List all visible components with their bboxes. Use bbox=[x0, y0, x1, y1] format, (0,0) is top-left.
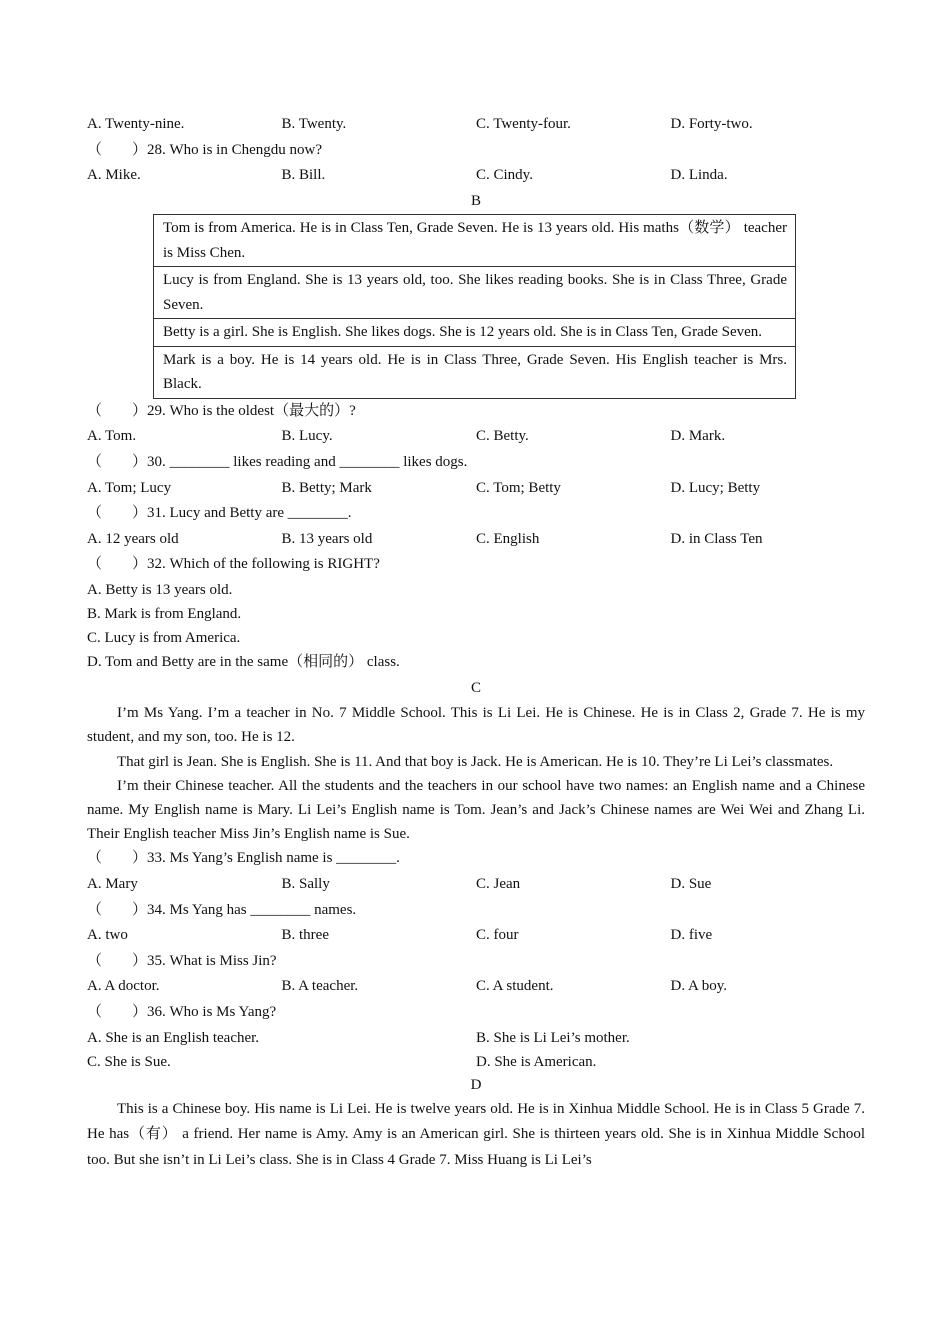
q36-options-row-2 bbox=[87, 1050, 865, 1074]
q36-options-row-1 bbox=[87, 1026, 865, 1050]
passage-lucy: Lucy is from England. She is 13 years old, too. She likes reading books. She is in Class Three, Grade Seven. bbox=[154, 267, 796, 319]
q28-option-a[interactable]: A. Mike. bbox=[87, 167, 141, 184]
passage-tom: Tom is from America. He is in Class Ten, Grade Seven. He is 13 years old. His maths（数学） teacher is Miss Chen. bbox=[154, 215, 796, 267]
q34-options bbox=[87, 923, 865, 949]
q35-option-b[interactable]: B. A teacher. bbox=[281, 978, 359, 995]
q28-options bbox=[87, 163, 865, 189]
section-b-passage-table bbox=[153, 214, 796, 399]
section-c-paragraph-3: I’m their Chinese teacher. All the students and the teachers in our school have two names: an English name and a Chinese name. My English name is Mary. Li Lei’s English name is Tom. Jean’s and Jack’s Chinese names are Wei Wei and Zhang Li. Their English teacher Miss Jin’s English name is Sue. bbox=[87, 777, 865, 843]
q30-stem: （ ）30. ________ likes reading and ________ likes dogs. bbox=[87, 454, 468, 471]
q36-option-c[interactable]: C. She is Sue. bbox=[87, 1053, 171, 1070]
q33-option-c[interactable]: C. Jean bbox=[476, 876, 521, 893]
q30-option-a[interactable]: A. Tom; Lucy bbox=[87, 479, 172, 496]
section-b-title: B bbox=[470, 192, 481, 209]
q36-option-a[interactable]: A. She is an English teacher. bbox=[87, 1029, 260, 1046]
q35-option-c[interactable]: C. A student. bbox=[476, 978, 554, 995]
q34-option-a[interactable]: A. two bbox=[87, 927, 128, 944]
q32-option-a[interactable]: A. Betty is 13 years old. bbox=[87, 582, 233, 599]
q29-option-b[interactable]: B. Lucy. bbox=[281, 428, 333, 445]
q29-option-c[interactable]: C. Betty. bbox=[476, 428, 529, 445]
passage-mark: Mark is a boy. He is 14 years old. He is in Class Three, Grade Seven. His English teacher is Mrs. Black. bbox=[154, 346, 796, 398]
q27-option-d[interactable]: D. Forty-two. bbox=[670, 116, 753, 132]
q33-option-d[interactable]: D. Sue bbox=[670, 876, 712, 893]
q29-options bbox=[87, 424, 865, 450]
q33-option-b[interactable]: B. Sally bbox=[281, 876, 330, 893]
q36-option-b[interactable]: B. She is Li Lei’s mother. bbox=[476, 1029, 630, 1046]
q31-option-d[interactable]: D. in Class Ten bbox=[670, 530, 763, 547]
q35-stem: （ ）35. What is Miss Jin? bbox=[87, 952, 277, 969]
q31-option-b[interactable]: B. 13 years old bbox=[281, 530, 373, 547]
q35-option-d[interactable]: D. A boy. bbox=[670, 978, 728, 995]
section-d-title: D bbox=[470, 1076, 482, 1093]
q28-stem: （ ）28. Who is in Chengdu now? bbox=[87, 141, 322, 158]
q28-option-b[interactable]: B. Bill. bbox=[281, 167, 326, 184]
q30-option-c[interactable]: C. Tom; Betty bbox=[476, 479, 561, 496]
q30-options bbox=[87, 476, 865, 502]
q31-option-a[interactable]: A. 12 years old bbox=[87, 530, 179, 547]
passage-betty: Betty is a girl. She is English. She likes dogs. She is 12 years old. She is in Class Ten, Grade Seven. bbox=[154, 319, 796, 347]
q34-option-b[interactable]: B. three bbox=[281, 927, 329, 944]
q27-option-b[interactable]: B. Twenty. bbox=[281, 116, 347, 132]
q35-options bbox=[87, 974, 865, 1000]
q31-stem: （ ）31. Lucy and Betty are ________. bbox=[87, 505, 352, 522]
q34-option-d[interactable]: D. five bbox=[670, 927, 713, 944]
q30-option-d[interactable]: D. Lucy; Betty bbox=[670, 479, 761, 496]
q33-options bbox=[87, 872, 865, 898]
q29-option-d[interactable]: D. Mark. bbox=[670, 428, 726, 445]
q29-option-a[interactable]: A. Tom. bbox=[87, 428, 137, 445]
section-c-title: C bbox=[470, 679, 481, 696]
q30-option-b[interactable]: B. Betty; Mark bbox=[281, 479, 372, 496]
q27-option-a[interactable]: A. Twenty-nine. bbox=[87, 116, 185, 132]
q35-option-a[interactable]: A. A doctor. bbox=[87, 978, 160, 995]
q32-stem: （ ）32. Which of the following is RIGHT? bbox=[87, 556, 380, 573]
q27-options bbox=[87, 112, 865, 138]
exam-page bbox=[87, 112, 865, 1173]
section-c-paragraph-2: That girl is Jean. She is English. She is 11. And that boy is Jack. He is American. He is 10. They’re Li Lei’s classmates. bbox=[117, 753, 834, 770]
section-c-paragraph-1: I’m Ms Yang. I’m a teacher in No. 7 Middle School. This is Li Lei. He is Chinese. He is in Class 2, Grade 7. He is my student, and my son, too. He is 12. bbox=[87, 705, 865, 746]
q34-option-c[interactable]: C. four bbox=[476, 927, 519, 944]
q36-stem: （ ）36. Who is Ms Yang? bbox=[87, 1004, 277, 1020]
q33-option-a[interactable]: A. Mary bbox=[87, 876, 138, 893]
q29-stem: （ ）29. Who is the oldest（最大的）? bbox=[87, 402, 356, 419]
q31-options bbox=[87, 527, 865, 553]
q31-option-c[interactable]: C. English bbox=[476, 530, 540, 547]
q36-option-d[interactable]: D. She is American. bbox=[476, 1053, 597, 1070]
q27-option-c[interactable]: C. Twenty-four. bbox=[476, 116, 571, 132]
q34-stem: （ ）34. Ms Yang has ________ names. bbox=[87, 901, 357, 918]
q28-option-d[interactable]: D. Linda. bbox=[670, 167, 728, 184]
section-d-paragraph: This is a Chinese boy. His name is Li Lei. He is twelve years old. He is in Xinhua Middle School. He is in Class 5 Grade 7. He has（有） a friend. Her name is Amy. Amy is an American girl. She is thirteen years old. She is in Xinhua Middle School too. But she isn’t in Li Lei’s class. She is in Class 4 Grade 7. Miss Huang is Li Lei’s bbox=[87, 1100, 865, 1168]
q33-stem: （ ）33. Ms Yang’s English name is ________. bbox=[87, 850, 400, 867]
q28-option-c[interactable]: C. Cindy. bbox=[476, 167, 533, 184]
q32-option-c[interactable]: C. Lucy is from America. bbox=[87, 630, 241, 647]
q32-option-b[interactable]: B. Mark is from England. bbox=[87, 606, 242, 623]
q32-option-d[interactable]: D. Tom and Betty are in the same（相同的） class. bbox=[87, 654, 400, 671]
